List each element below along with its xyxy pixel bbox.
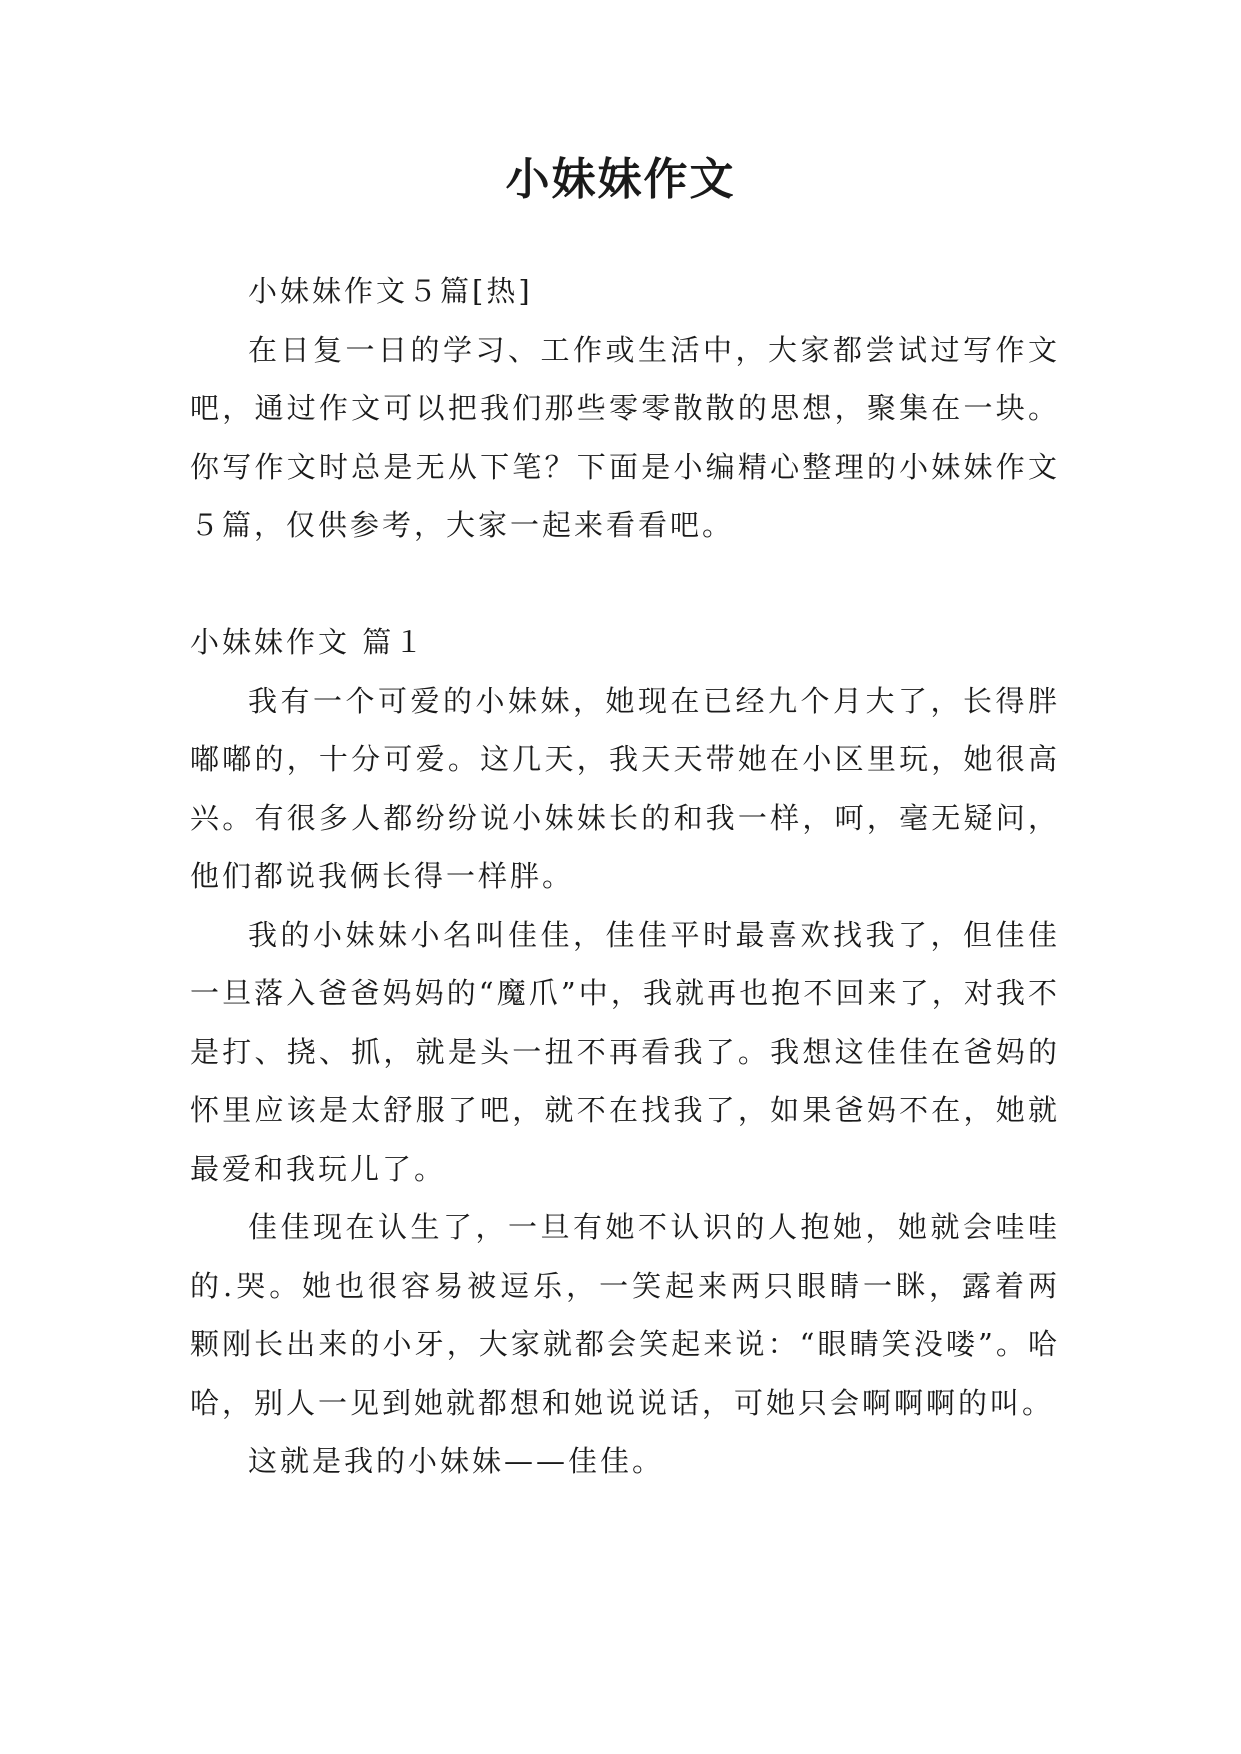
section-heading: 小妹妹作文 篇１ [190,625,427,659]
document-subtitle: 小妹妹作文５篇[热] [248,274,533,308]
body-paragraph-1: 我有一个可爱的小妹妹，她现在已经九个月大了，长得胖嘟嘟的，十分可爱。这几天，我天天带她在小区里玩，她很高兴。有很多人都纷纷说小妹妹长的和我一样，呵，毫无疑问，他们都说我俩长得一样胖。 [190,683,1060,893]
body-paragraph-4: 这就是我的小妹妹——佳佳。 [248,1444,665,1478]
document-title: 小妹妹作文 [505,154,736,205]
body-paragraph-3: 佳佳现在认生了，一旦有她不认识的人抱她，她就会哇哇的.哭。她也很容易被逗乐，一笑起来两只眼睛一眯，露着两颗刚长出来的小牙，大家就都会笑起来说：“眼睛笑没喽”。哈哈，别人一见到她就都想和她说说话，可她只会啊啊啊的叫。 [190,1210,1060,1420]
body-paragraph-2: 我的小妹妹小名叫佳佳，佳佳平时最喜欢找我了，但佳佳一旦落入爸爸妈妈的“魔爪”中，我就再也抱不回来了，对我不是打、挠、抓，就是头一扭不再看我了。我想这佳佳在爸妈的怀里应该是太舒服了吧，就不在找我了，如果爸妈不在，她就最爱和我玩儿了。 [190,917,1060,1186]
paragraph-spacer [190,555,1060,614]
document-body [190,262,1060,1491]
intro-paragraph: 在日复一日的学习、工作或生活中，大家都尝试过写作文吧，通过作文可以把我们那些零零散散的思想，聚集在一块。你写作文时总是无从下笔？下面是小编精心整理的小妹妹作文５篇，仅供参考，大家一起来看看吧。 [190,332,1060,542]
